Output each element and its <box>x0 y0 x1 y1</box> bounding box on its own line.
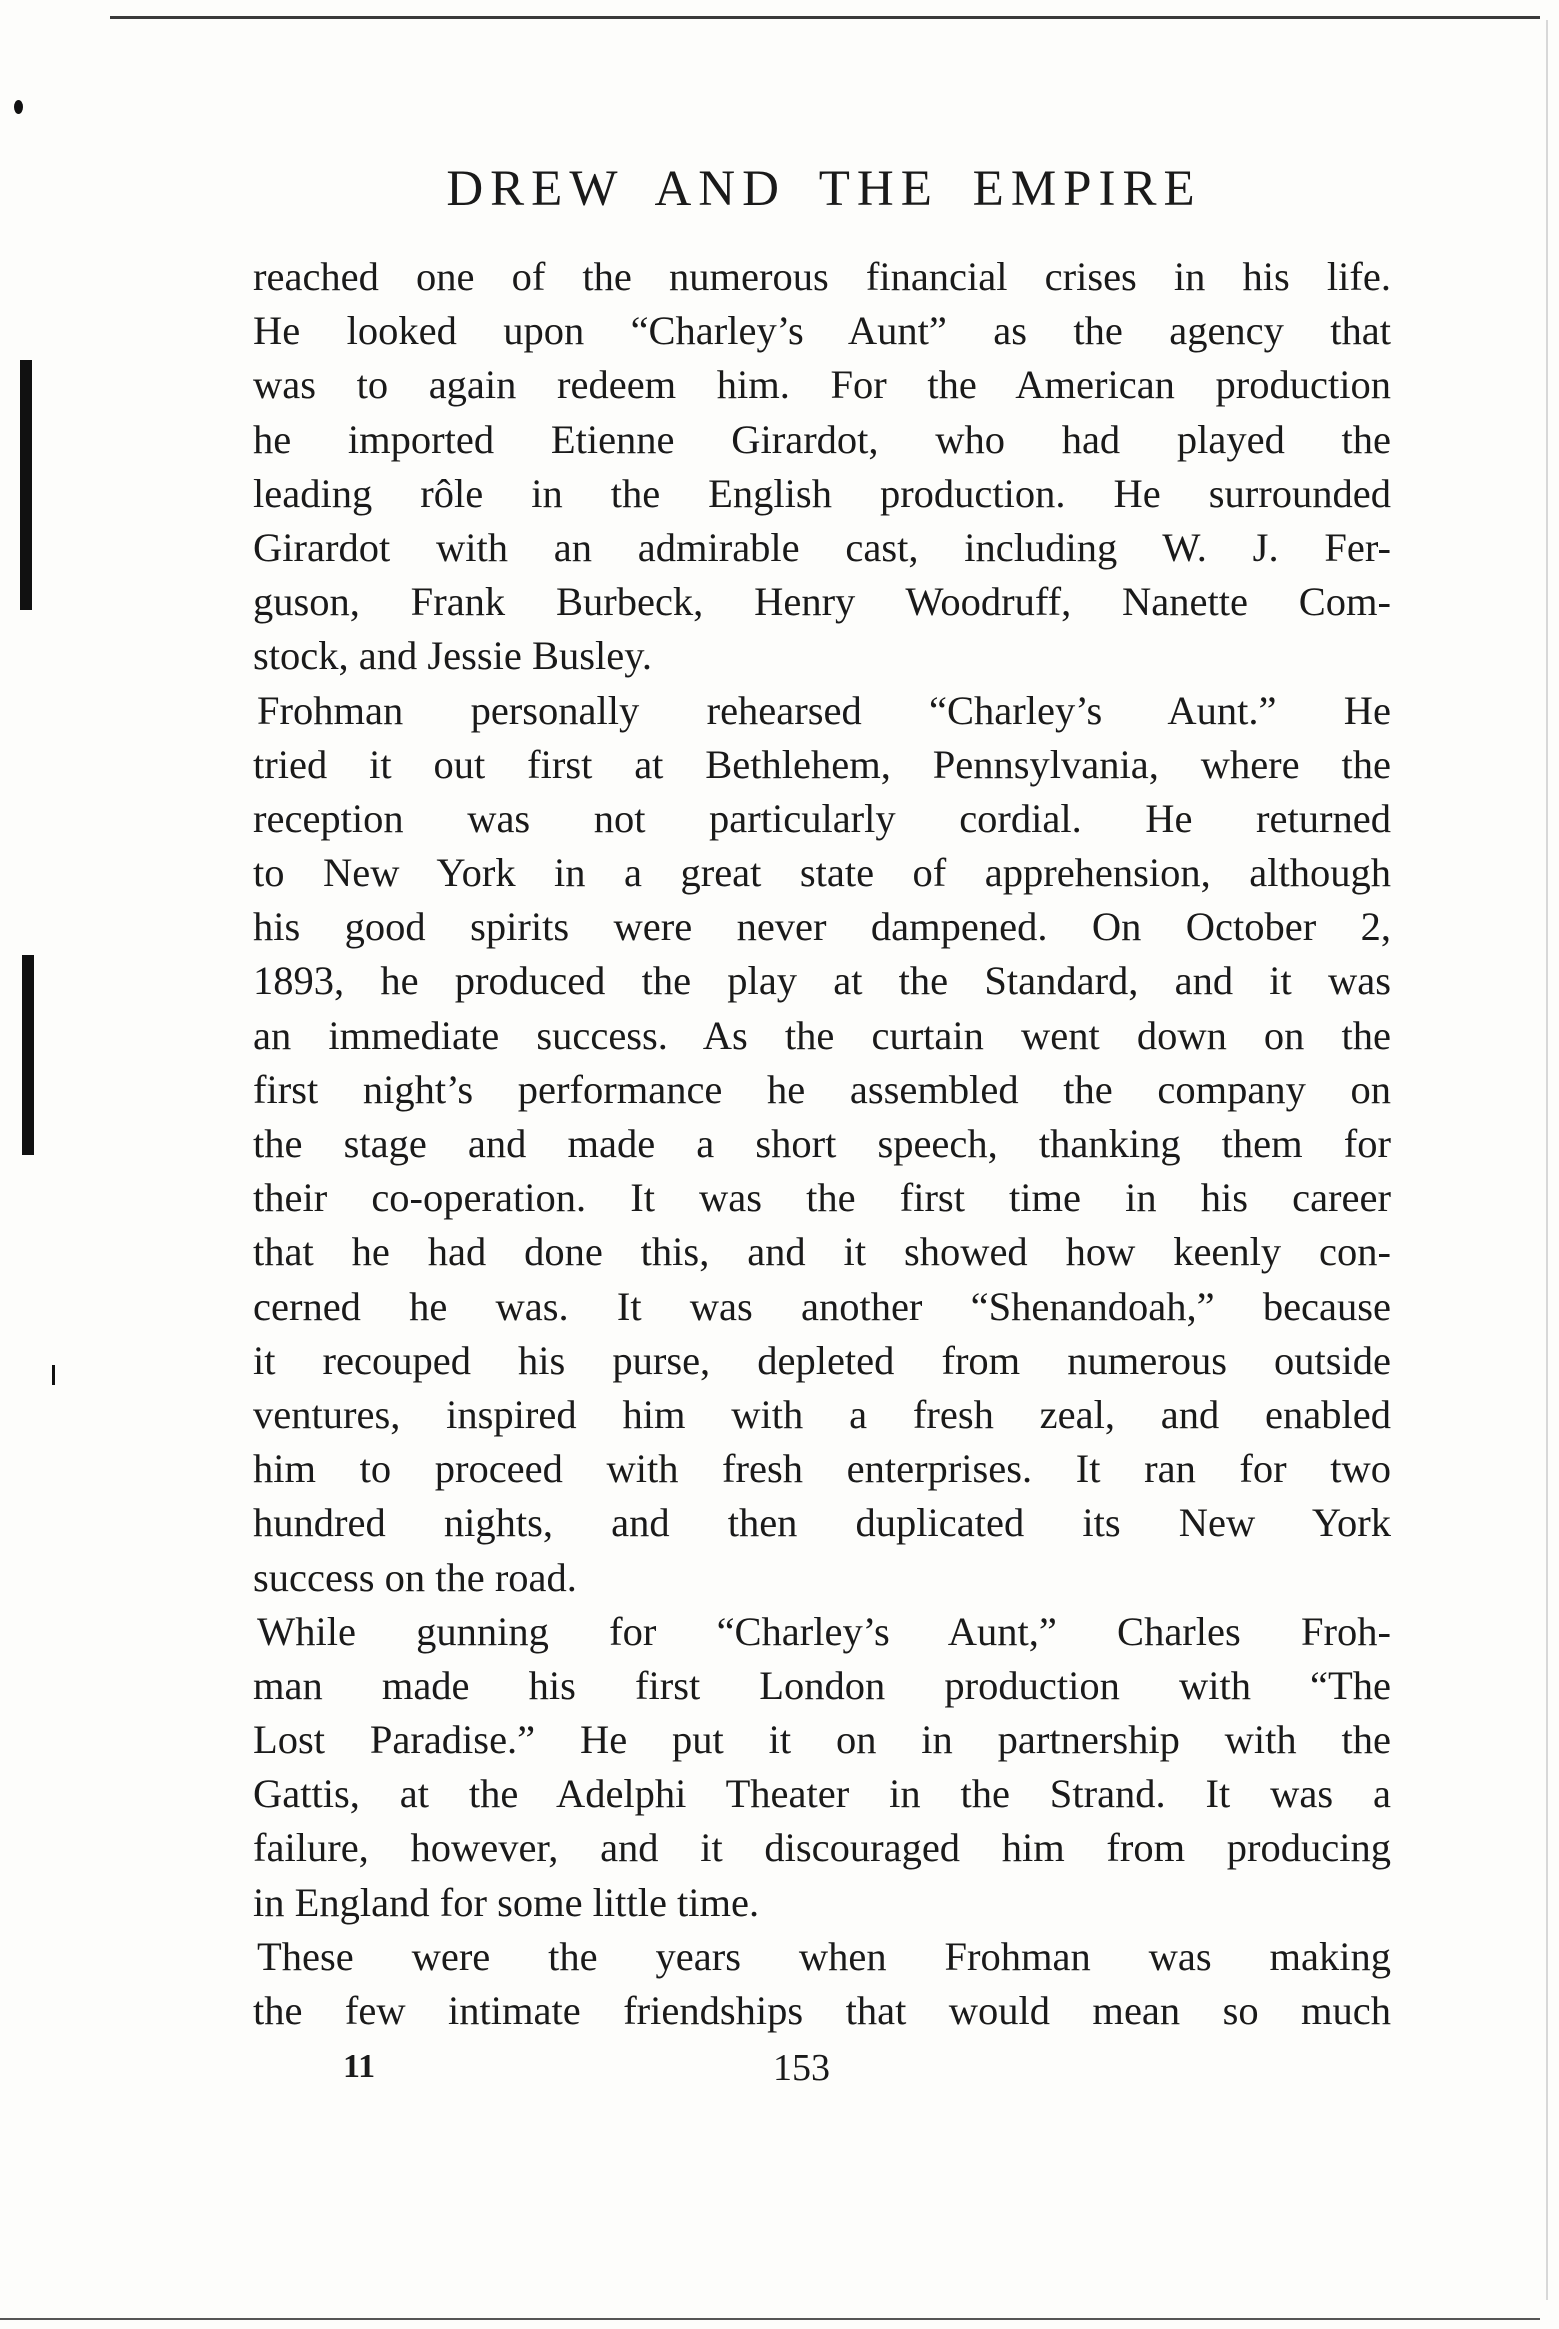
text-line: guson, Frank Burbeck, Henry Woodruff, Nanette Com- <box>253 579 1391 625</box>
text-line: leading rôle in the English production. He surrounded <box>253 470 1391 516</box>
text-line: tried it out first at Bethlehem, Pennsylvania, where the <box>253 741 1391 787</box>
text-line: the stage and made a short speech, thanking them for <box>253 1121 1391 1166</box>
text-line: his good spirits were never dampened. On October 2, <box>253 904 1391 950</box>
text-line: success on the road. <box>253 1554 577 1600</box>
text-line: to New York in a great state of apprehension, although <box>253 850 1391 896</box>
paragraph <box>253 1605 1391 1930</box>
text-line: Frohman personally rehearsed “Charley’s Aunt.” He <box>257 687 1391 733</box>
text-line: first night’s performance he assembled the company on <box>253 1066 1391 1112</box>
signature-mark: 11 <box>343 2048 376 2085</box>
text-line: was to again redeem him. For the American production <box>253 362 1391 408</box>
text-line: cerned he was. It was another “Shenandoah,” because <box>253 1283 1391 1329</box>
paragraph <box>253 1930 1391 2038</box>
text-line: the few intimate friendships that would mean so much <box>253 1988 1391 2033</box>
text-line: reached one of the numerous financial crises in his life. <box>253 254 1391 299</box>
scan-artifact <box>22 955 34 1155</box>
text-line: He looked upon “Charley’s Aunt” as the agency that <box>253 308 1391 354</box>
text-line: While gunning for “Charley’s Aunt,” Charles Froh- <box>257 1608 1391 1654</box>
page-edge <box>1546 20 1548 2300</box>
text-line: ventures, inspired him with a fresh zeal, and enabled <box>253 1391 1391 1437</box>
text-line: 1893, he produced the play at the Standard, and it was <box>253 958 1391 1004</box>
text-line: Gattis, at the Adelphi Theater in the Strand. It was a <box>253 1771 1391 1817</box>
text-line: These were the years when Frohman was making <box>257 1933 1391 1979</box>
text-line: their co-operation. It was the first time in his career <box>253 1175 1391 1221</box>
running-title: DREW AND THE EMPIRE <box>446 161 1202 217</box>
text-line: failure, however, and it discouraged him from producing <box>253 1825 1391 1871</box>
text-line: him to proceed with fresh enterprises. It ran for two <box>253 1446 1391 1492</box>
text-line: an immediate success. As the curtain went down on the <box>253 1012 1391 1058</box>
body-text <box>253 250 1391 2038</box>
scan-artifact <box>20 360 32 610</box>
text-line: it recouped his purse, depleted from numerous outside <box>253 1337 1391 1383</box>
text-line: he imported Etienne Girardot, who had played the <box>253 416 1391 462</box>
page-number: 153 <box>773 2047 830 2089</box>
scan-artifact <box>52 1365 55 1385</box>
text-line: man made his first London production with “The <box>253 1662 1391 1708</box>
bottom-rule <box>0 2318 1540 2320</box>
scan-artifact <box>14 100 23 114</box>
top-rule <box>110 16 1540 19</box>
text-line: that he had done this, and it showed how keenly con- <box>253 1229 1391 1275</box>
text-line: Girardot with an admirable cast, including W. J. Fer- <box>253 524 1391 570</box>
paragraph <box>253 250 1391 684</box>
text-line: hundred nights, and then duplicated its New York <box>253 1500 1391 1546</box>
text-line: stock, and Jessie Busley. <box>253 633 652 679</box>
paragraph <box>253 684 1391 1605</box>
text-line: reception was not particularly cordial. He returned <box>253 795 1391 841</box>
text-line: Lost Paradise.” He put it on in partnership with the <box>253 1717 1391 1763</box>
text-line: in England for some little time. <box>253 1879 760 1925</box>
